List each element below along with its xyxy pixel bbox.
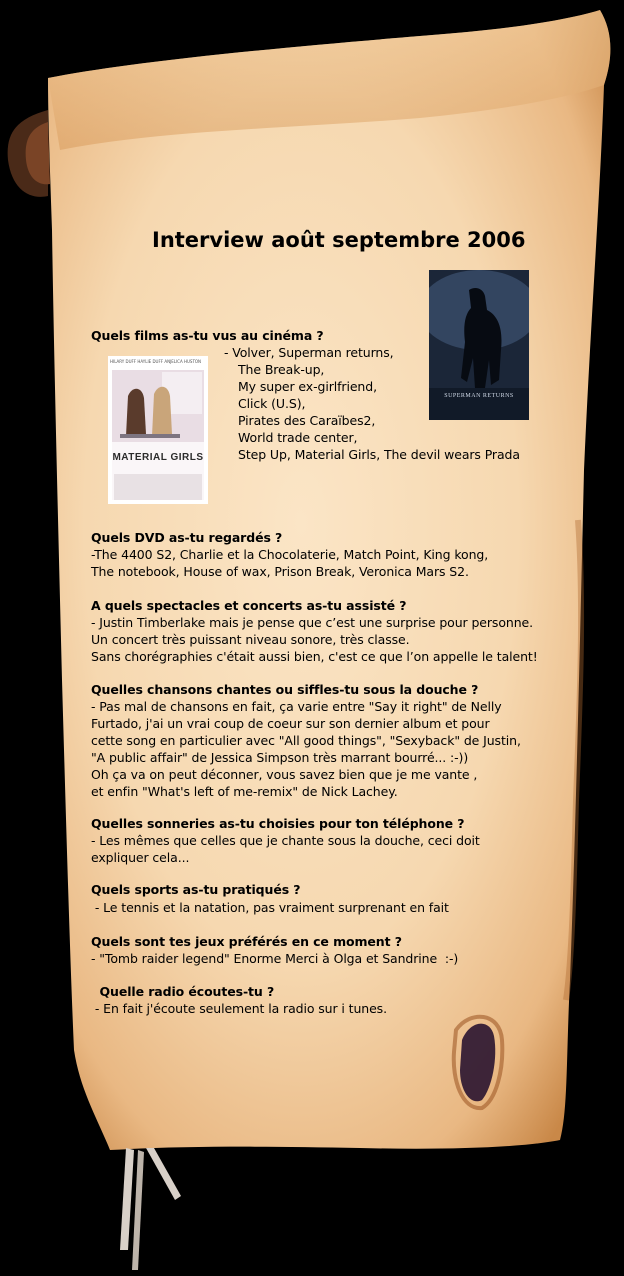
answer-spectacles-line: - Justin Timberlake mais je pense que c’est une surprise pour personne. [91,615,533,630]
answer-films-line: - Volver, Superman returns, [224,345,394,360]
answer-spectacles-line: Un concert très puissant niveau sonore, très classe. [91,632,410,647]
answer-radio-line: - En fait j'écoute seulement la radio sur i tunes. [91,1001,387,1016]
page-title: Interview août septembre 2006 [152,228,526,252]
material-girls-credits: HILARY DUFF HAYLIE DUFF ANJELICA HUSTON [110,359,202,364]
answer-films-line: World trade center, [238,430,358,445]
answer-sonneries-line: expliquer cela... [91,850,190,865]
answer-chansons-line: "A public affair" de Jessica Simpson très marrant bourré... :-)) [91,750,469,765]
answer-sonneries-line: - Les mêmes que celles que je chante sous la douche, ceci doit [91,833,480,848]
answer-chansons-line: Furtado, j'ai un vrai coup de coeur sur son dernier album et pour [91,716,490,731]
answer-films-line: The Break-up, [238,362,325,377]
answer-dvd-line: -The 4400 S2, Charlie et la Chocolaterie, Match Point, King kong, [91,547,489,562]
answer-chansons-line: et enfin "What's left of me-remix" de Nick Lachey. [91,784,398,799]
answer-films-line: My super ex-girlfriend, [238,379,377,394]
answer-films-line: Pirates des Caraïbes2, [238,413,376,428]
question-radio: Quelle radio écoutes-tu ? [91,984,275,999]
answer-films-line: Step Up, Material Girls, The devil wears Prada [238,447,520,462]
answer-sports-line: - Le tennis et la natation, pas vraiment surprenant en fait [91,900,449,915]
superman-poster-title: SUPERMAN RETURNS [444,393,514,399]
answer-dvd-line: The notebook, House of wax, Prison Break, Veronica Mars S2. [91,564,469,579]
question-dvd: Quels DVD as-tu regardés ? [91,530,283,545]
answer-chansons-line: cette song en particulier avec "All good things", "Sexyback" de Justin, [91,733,521,748]
material-girls-photo-icon [108,356,208,504]
question-jeux: Quels sont tes jeux préférés en ce moment ? [91,934,402,949]
question-chansons: Quelles chansons chantes ou siffles-tu sous la douche ? [91,682,479,697]
answer-jeux-line: - "Tomb raider legend" Enorme Merci à Olga et Sandrine :-) [91,951,459,966]
answer-spectacles-line: Sans chorégraphies c'était aussi bien, c'est ce que l’on appelle le talent! [91,649,538,664]
question-sports: Quels sports as-tu pratiqués ? [91,882,301,897]
answer-chansons-line: - Pas mal de chansons en fait, ça varie entre "Say it right" de Nelly [91,699,502,714]
question-films: Quels films as-tu vus au cinéma ? [91,328,324,343]
question-sonneries: Quelles sonneries as-tu choisies pour ton téléphone ? [91,816,465,831]
material-girls-poster [108,356,208,504]
question-spectacles: A quels spectacles et concerts as-tu assisté ? [91,598,407,613]
superman-returns-poster [429,270,529,420]
answer-films-line: Click (U.S), [238,396,306,411]
answer-chansons-line: Oh ça va on peut déconner, vous savez bien que je me vante , [91,767,478,782]
material-girls-poster-title: MATERIAL GIRLS [112,452,204,463]
